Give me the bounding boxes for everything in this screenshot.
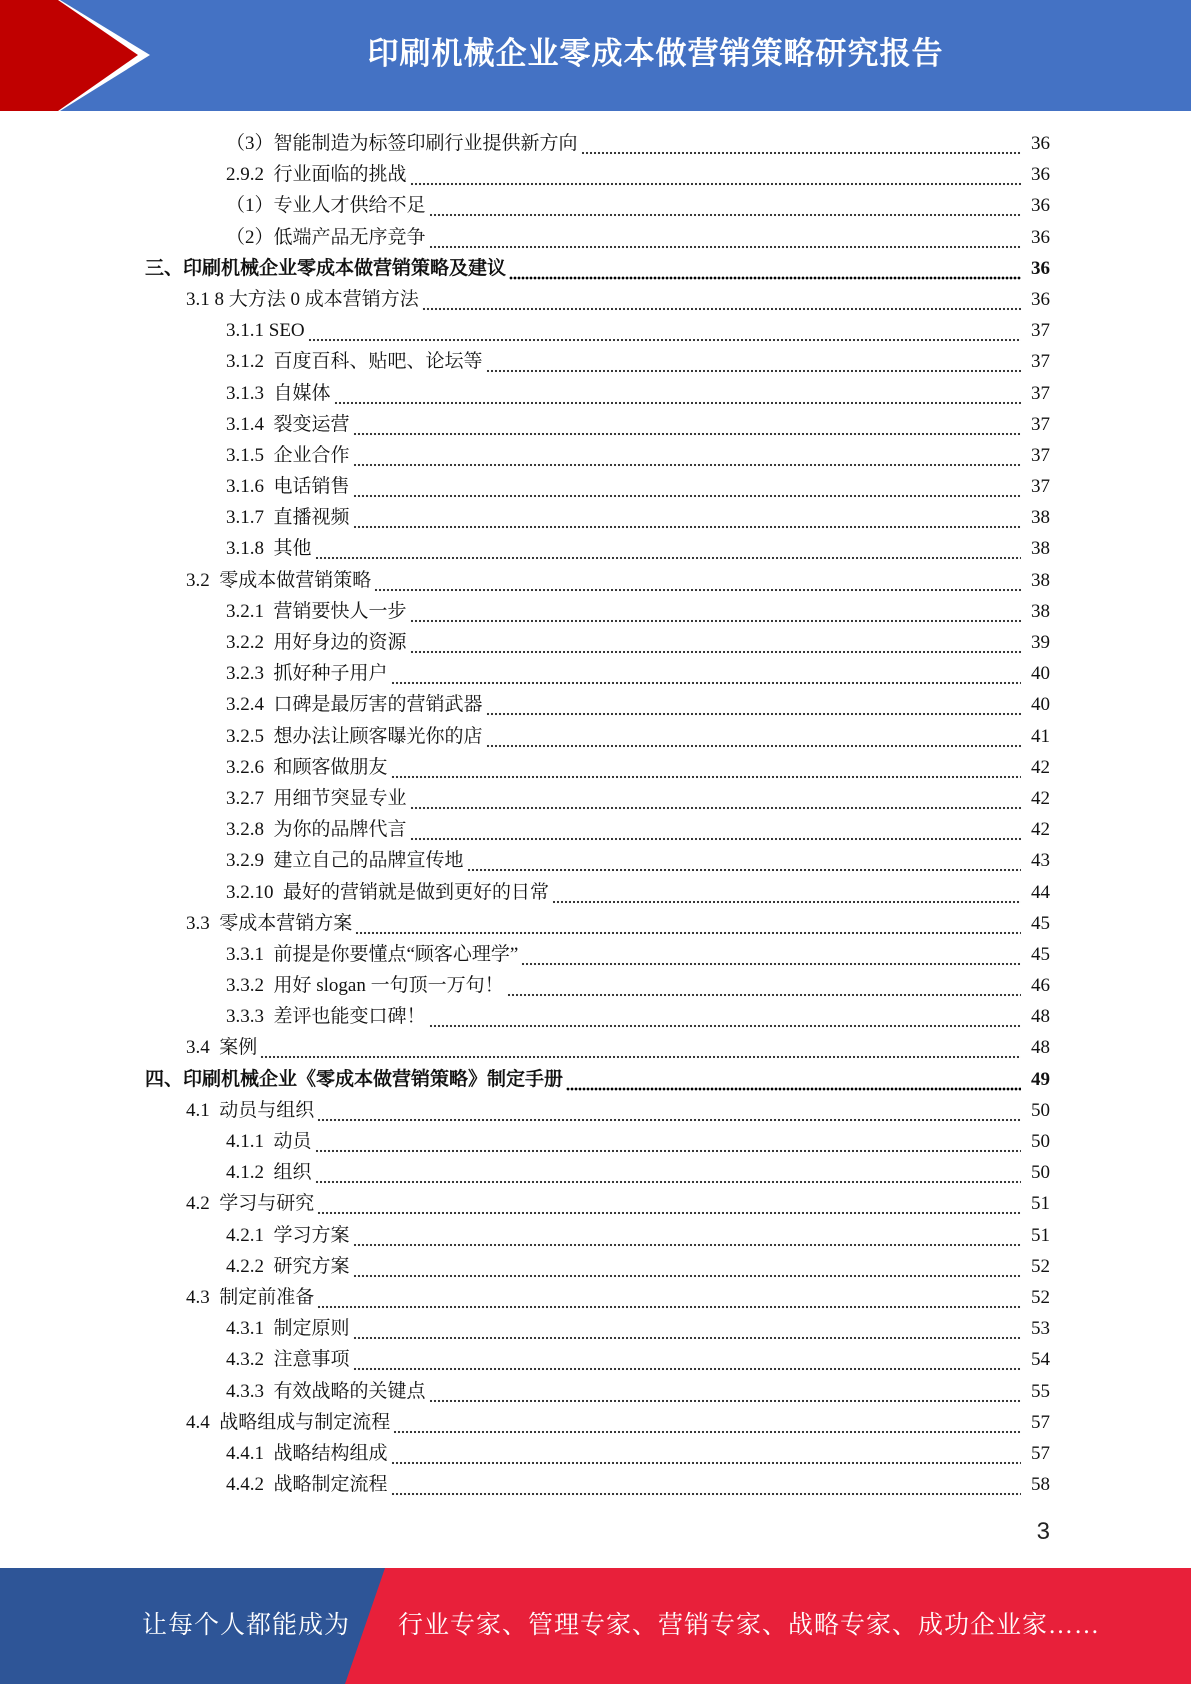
toc-entry-title: 4.4.1 战略结构组成 [226,1442,388,1464]
toc-entry-title: 3.2.5 想办法让顾客曝光你的店 [226,725,483,747]
toc-entry[interactable] [0,1407,1050,1438]
toc-entry-title: 3.2.9 建立自己的品牌宣传地 [226,850,464,872]
toc-entry-page: 44 [1031,881,1050,903]
toc-entry-title: 4.2.2 研究方案 [226,1255,350,1277]
toc-entry-title: 四、印刷机械企业《零成本做营销策略》制定手册 [145,1068,564,1090]
toc-entry[interactable] [0,502,1050,533]
toc-dot-leader [353,1220,1021,1251]
toc-entry[interactable] [0,752,1050,783]
toc-entry-title: 4.4 战略组成与制定流程 [186,1411,391,1433]
toc-entry[interactable] [0,253,1050,284]
toc-entry[interactable] [0,440,1050,471]
toc-entry-page: 52 [1031,1286,1050,1308]
toc-entry-title: 3.1.6 电话销售 [226,476,350,498]
toc-entry-title: 2.9.2 行业面临的挑战 [226,164,407,186]
toc-entry-page: 36 [1031,288,1050,310]
toc-entry[interactable] [0,159,1050,190]
toc-entry[interactable] [0,565,1050,596]
toc-dot-leader [317,1095,1021,1126]
toc-entry-title: 3.1.3 自媒体 [226,382,331,404]
toc-entry-page: 36 [1031,226,1050,248]
toc-entry-title: 3.3.1 前提是你要懂点“顾客心理学” [226,943,519,965]
toc-entry-title: 3.3.2 用好 slogan 一句顶一万句！ [226,975,504,997]
toc-entry-page: 45 [1031,943,1050,965]
toc-entry-title: 3.2.10 最好的营销就是做到更好的日常 [226,881,550,903]
toc-entry[interactable] [0,627,1050,658]
toc-entry-page: 41 [1031,725,1050,747]
toc-dot-leader [317,1188,1021,1219]
toc-entry-title: （1）专业人才供给不足 [226,195,426,217]
toc-entry[interactable] [0,409,1050,440]
toc-entry-title: （3）智能制造为标签印刷行业提供新方向 [226,133,578,154]
toc-entry-title: 3.2 零成本做营销策略 [186,569,372,591]
toc-dot-leader [410,159,1021,190]
toc-entry[interactable] [0,877,1050,908]
toc-entry-page: 48 [1031,1006,1050,1028]
toc-entry[interactable] [0,128,1050,159]
toc-entry[interactable] [0,190,1050,221]
toc-dot-leader [334,378,1021,409]
toc-dot-leader [308,315,1021,346]
toc-dot-leader [429,1376,1021,1407]
toc-entry-title: 3.2.4 口碑是最厉害的营销武器 [226,694,483,716]
toc-entry[interactable] [0,315,1050,346]
toc-dot-leader [566,1064,1021,1095]
toc-dot-leader [391,1469,1021,1500]
toc-dot-leader [315,1157,1021,1188]
toc-entry-page: 40 [1031,694,1050,716]
toc-entry[interactable] [0,1376,1050,1407]
toc-entry[interactable] [0,346,1050,377]
toc-dot-leader [317,1282,1021,1313]
toc-dot-leader [429,190,1021,221]
toc-entry-page: 50 [1031,1099,1050,1121]
toc-entry[interactable] [0,1157,1050,1188]
page-header [0,0,1191,111]
toc-entry-title: 4.4.2 战略制定流程 [226,1474,388,1496]
toc-entry-title: 4.3.2 注意事项 [226,1349,350,1371]
toc-entry-title: 3.1.4 裂变运营 [226,413,350,435]
toc-entry-title: 4.1.2 组织 [226,1162,312,1184]
toc-entry-title: 4.2.1 学习方案 [226,1224,350,1246]
toc-entry[interactable] [0,596,1050,627]
toc-entry-page: 48 [1031,1037,1050,1059]
toc-dot-leader [353,471,1021,502]
toc-entry[interactable] [0,970,1050,1001]
toc-entry-page: 37 [1031,444,1050,466]
toc-entry[interactable] [0,471,1050,502]
toc-dot-leader [521,939,1021,970]
toc-entry-title: 3.1.2 百度百科、贴吧、论坛等 [226,351,483,373]
toc-entry-page: 38 [1031,569,1050,591]
toc-entry[interactable] [0,658,1050,689]
toc-entry-page: 50 [1031,1162,1050,1184]
toc-entry-title: 3.2.7 用细节突显专业 [226,787,407,809]
toc-entry-title: 3.1.7 直播视频 [226,507,350,529]
toc-entry-page: 37 [1031,320,1050,342]
toc-dot-leader [429,222,1021,253]
toc-entry-page: 43 [1031,850,1050,872]
toc-entry[interactable] [0,1095,1050,1126]
toc-entry-page: 37 [1031,351,1050,373]
toc-entry-page: 42 [1031,756,1050,778]
toc-dot-leader [422,284,1021,315]
page-footer [0,1568,1191,1684]
toc-entry-page: 38 [1031,538,1050,560]
toc-entry-title: 3.2.6 和顾客做朋友 [226,756,388,778]
toc-dot-leader [486,689,1021,720]
toc-dot-leader [353,409,1021,440]
toc-entry-title: 3.3 零成本营销方案 [186,912,353,934]
toc-entry-title: 3.2.8 为你的品牌代言 [226,819,407,841]
toc-dot-leader [410,596,1021,627]
toc-entry-page: 45 [1031,912,1050,934]
toc-entry-title: 三、印刷机械企业零成本做营销策略及建议 [145,257,507,279]
toc-entry[interactable] [0,1064,1050,1095]
table-of-contents [0,128,1191,1500]
toc-entry-page: 39 [1031,632,1050,653]
footer-slogan-left: 让每个人都能成为 [142,1612,351,1639]
toc-entry-page: 54 [1031,1349,1050,1371]
toc-dot-leader [353,1313,1021,1344]
toc-entry[interactable] [0,689,1050,720]
toc-entry-page: 51 [1031,1224,1050,1246]
toc-entry-title: 3.1.5 企业合作 [226,444,350,466]
toc-entry-page: 37 [1031,476,1050,498]
toc-entry-title: 4.1 动员与组织 [186,1099,315,1121]
toc-entry-title: 3.3.3 差评也能变口碑！ [226,1006,426,1028]
toc-entry[interactable] [0,845,1050,876]
toc-dot-leader [391,658,1021,689]
toc-entry-title: 3.2.2 用好身边的资源 [226,632,407,653]
toc-entry[interactable] [0,908,1050,939]
toc-entry[interactable] [0,1469,1050,1500]
toc-entry[interactable] [0,1001,1050,1032]
toc-entry-page: 51 [1031,1193,1050,1215]
toc-entry[interactable] [0,814,1050,845]
toc-entry[interactable] [0,222,1050,253]
toc-entry[interactable] [0,284,1050,315]
toc-entry[interactable] [0,378,1050,409]
header-arrow-decoration [0,0,160,111]
toc-entry-page: 57 [1031,1442,1050,1464]
toc-dot-leader [410,814,1021,845]
toc-entry[interactable] [0,1032,1050,1063]
toc-entry-title: 3.1 8 大方法 0 成本营销方法 [186,288,419,310]
toc-entry-title: 3.2.3 抓好种子用户 [226,663,388,685]
toc-dot-leader [391,1438,1021,1469]
toc-entry-page: 53 [1031,1318,1050,1340]
toc-entry[interactable] [0,1188,1050,1219]
toc-entry-title: 4.3 制定前准备 [186,1286,315,1308]
toc-dot-leader [410,627,1021,658]
page-number: 3 [1036,1518,1050,1545]
toc-entry-title: 3.1.1 SEO [226,320,305,342]
toc-entry-page: 37 [1031,413,1050,435]
toc-entry-page: 49 [1031,1068,1050,1090]
toc-dot-leader [467,845,1021,876]
toc-dot-leader [581,128,1021,159]
toc-entry-title: 3.1.8 其他 [226,538,312,560]
toc-dot-leader [393,1407,1021,1438]
toc-dot-leader [507,970,1021,1001]
toc-entry[interactable] [0,1126,1050,1157]
toc-entry[interactable] [0,1251,1050,1282]
toc-entry-page: 40 [1031,663,1050,685]
toc-entry-page: 36 [1031,257,1050,279]
toc-entry[interactable] [0,1438,1050,1469]
toc-entry-page: 38 [1031,507,1050,529]
toc-dot-leader [552,877,1021,908]
toc-entry-page: 58 [1031,1474,1050,1496]
toc-entry[interactable] [0,1344,1050,1375]
toc-entry[interactable] [0,1220,1050,1251]
toc-dot-leader [315,533,1021,564]
toc-entry-page: 42 [1031,787,1050,809]
toc-dot-leader [260,1032,1021,1063]
toc-dot-leader [429,1001,1021,1032]
toc-entry-title: 4.2 学习与研究 [186,1193,315,1215]
toc-dot-leader [315,1126,1021,1157]
footer-slogan-right: 行业专家、管理专家、营销专家、战略专家、成功企业家…… [398,1612,1101,1639]
toc-entry-title: 3.4 案例 [186,1037,258,1059]
toc-dot-leader [410,783,1021,814]
toc-entry-title: 4.3.3 有效战略的关键点 [226,1380,426,1402]
toc-dot-leader [355,908,1021,939]
toc-entry-page: 37 [1031,382,1050,404]
toc-entry-page: 38 [1031,600,1050,622]
toc-dot-leader [353,1344,1021,1375]
toc-entry-page: 36 [1031,133,1050,154]
toc-dot-leader [353,502,1021,533]
toc-entry-page: 57 [1031,1411,1050,1433]
toc-dot-leader [509,253,1021,284]
toc-dot-leader [374,565,1021,596]
toc-dot-leader [353,440,1021,471]
toc-entry-page: 46 [1031,975,1050,997]
toc-entry[interactable] [0,939,1050,970]
document-title: 印刷机械企业零成本做营销策略研究报告 [367,36,944,71]
toc-dot-leader [486,721,1021,752]
toc-entry-page: 36 [1031,195,1050,217]
toc-entry-page: 52 [1031,1255,1050,1277]
toc-entry[interactable] [0,721,1050,752]
toc-entry-page: 36 [1031,164,1050,186]
toc-dot-leader [486,346,1021,377]
toc-dot-leader [391,752,1021,783]
toc-entry-page: 50 [1031,1131,1050,1152]
toc-entry[interactable] [0,1282,1050,1313]
toc-entry-title: （2）低端产品无序竞争 [226,226,426,248]
toc-entry-title: 3.2.1 营销要快人一步 [226,600,407,622]
toc-entry[interactable] [0,1313,1050,1344]
toc-entry[interactable] [0,783,1050,814]
toc-entry-title: 4.3.1 制定原则 [226,1318,350,1340]
toc-entry[interactable] [0,533,1050,564]
toc-entry-page: 55 [1031,1380,1050,1402]
toc-dot-leader [353,1251,1021,1282]
toc-entry-title: 4.1.1 动员 [226,1131,312,1152]
toc-entry-page: 42 [1031,819,1050,841]
